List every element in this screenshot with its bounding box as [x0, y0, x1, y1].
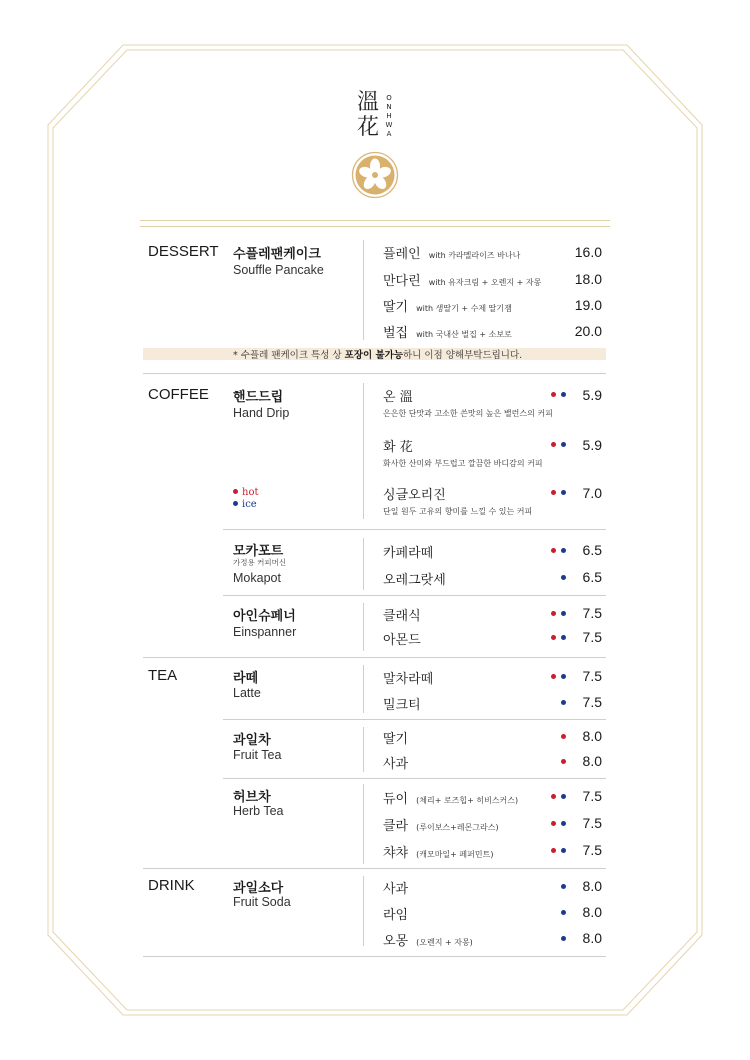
- item-price: 7.5: [582, 815, 602, 831]
- item-group-subtitle: Fruit Tea: [233, 748, 282, 762]
- menu-item: 오레그랏세: [383, 573, 446, 588]
- menu-item: 카페라떼: [383, 546, 434, 561]
- menu-item: 온 溫: [383, 390, 413, 405]
- menu-item: 벌집 with 국내산 벌집 + 소보로: [383, 326, 512, 341]
- hot-dot-icon: [551, 674, 556, 679]
- item-group-subtitle: Hand Drip: [233, 406, 290, 420]
- logo-hanja: 溫 花: [356, 90, 379, 140]
- item-group-subtitle: Souffle Pancake: [233, 263, 324, 277]
- menu-item: 딸기 with 생딸기 + 수제 딸기잼: [383, 300, 512, 315]
- item-price: 8.0: [582, 878, 602, 894]
- item-price: 19.0: [574, 297, 602, 313]
- hot-dot-icon: [551, 794, 556, 799]
- menu-item: 싱글오리진: [383, 488, 446, 503]
- item-group-note: 가정용 커피머신: [233, 558, 287, 567]
- item-price: 5.9: [582, 437, 602, 453]
- item-price: 5.9: [582, 387, 602, 403]
- item-group-title: 라떼: [233, 671, 259, 686]
- category-dessert: DESSERT: [148, 243, 219, 260]
- item-group-title: 아인슈페너: [233, 609, 296, 624]
- menu-item: 오몽 (오렌지 + 자몽): [383, 934, 473, 949]
- menu-item: 듀이 (체리+ 로즈힙+ 히비스커스): [383, 792, 519, 807]
- item-price: 20.0: [574, 323, 602, 339]
- ice-dot-icon: [233, 501, 238, 506]
- temperature-legend: hot ice: [233, 487, 258, 511]
- item-price: 7.5: [582, 605, 602, 621]
- hot-dot-icon: [551, 442, 556, 447]
- item-group-subtitle: Einspanner: [233, 625, 297, 639]
- category-tea: TEA: [148, 667, 178, 684]
- item-group-title: 허브차: [233, 790, 271, 805]
- item-description: 은은한 단맛과 고소한 쓴맛의 높은 밸런스의 커피: [383, 409, 553, 418]
- item-price: 7.0: [582, 485, 602, 501]
- menu-item: 클라 (루이보스+레몬그라스): [383, 819, 499, 834]
- item-group-title: 모카포트: [233, 544, 284, 559]
- hot-dot-icon: [551, 848, 556, 853]
- item-price: 7.5: [582, 842, 602, 858]
- takeout-notice: * 수플레 팬케이크 특성 상 포장이 불가능하니 이점 양해부탁드립니다.: [233, 350, 523, 361]
- item-price: 8.0: [582, 930, 602, 946]
- item-group-subtitle: Fruit Soda: [233, 895, 291, 909]
- category-drink: DRINK: [148, 877, 195, 894]
- menu-item: 말차라떼: [383, 672, 434, 687]
- item-price: 18.0: [574, 271, 602, 287]
- menu-item: 라임: [383, 908, 409, 923]
- hot-dot-icon: [551, 611, 556, 616]
- item-price: 6.5: [582, 542, 602, 558]
- logo-roman: O N H W A: [385, 94, 393, 138]
- menu-item: 사과: [383, 882, 409, 897]
- menu-item: 클래식: [383, 609, 421, 624]
- item-group-title: 과일소다: [233, 881, 284, 896]
- item-price: 7.5: [582, 668, 602, 684]
- item-group-title: 핸드드립: [233, 390, 284, 405]
- item-price: 8.0: [582, 904, 602, 920]
- item-group-subtitle: Mokapot: [233, 571, 281, 585]
- item-description: 단일 원두 고유의 향미를 느낄 수 있는 커피: [383, 507, 533, 516]
- hot-dot-icon: [551, 548, 556, 553]
- menu-item: 사과: [383, 757, 409, 772]
- item-price: 16.0: [574, 244, 602, 260]
- item-group-subtitle: Herb Tea: [233, 804, 284, 818]
- menu-item: 밀크티: [383, 698, 421, 713]
- item-price: 8.0: [582, 753, 602, 769]
- item-price: 7.5: [582, 629, 602, 645]
- item-description: 화사한 산미와 부드럽고 깔끔한 바디감의 커피: [383, 459, 543, 468]
- item-group-title: 수플레팬케이크: [233, 247, 321, 262]
- category-coffee: COFFEE: [148, 386, 209, 403]
- flower-emblem-icon: [346, 150, 404, 200]
- hot-dot-icon: [551, 821, 556, 826]
- menu-item: 화 花: [383, 440, 413, 455]
- hot-dot-icon: [551, 490, 556, 495]
- item-price: 6.5: [582, 569, 602, 585]
- menu-item: 딸기: [383, 732, 409, 747]
- hot-dot-icon: [551, 635, 556, 640]
- hot-dot-icon: [233, 489, 238, 494]
- item-group-title: 과일차: [233, 733, 271, 748]
- item-price: 7.5: [582, 694, 602, 710]
- menu-item: 챠챠 (캐모마일+ 페퍼민트): [383, 846, 494, 861]
- item-price: 8.0: [582, 728, 602, 744]
- menu-item: 플레인 with 카라멜라이즈 바나나: [383, 247, 521, 262]
- menu-item: 만다린 with 유자크림 + 오렌지 + 자몽: [383, 274, 542, 289]
- menu-item: 아몬드: [383, 633, 421, 648]
- hot-dot-icon: [551, 392, 556, 397]
- item-price: 7.5: [582, 788, 602, 804]
- item-group-subtitle: Latte: [233, 686, 261, 700]
